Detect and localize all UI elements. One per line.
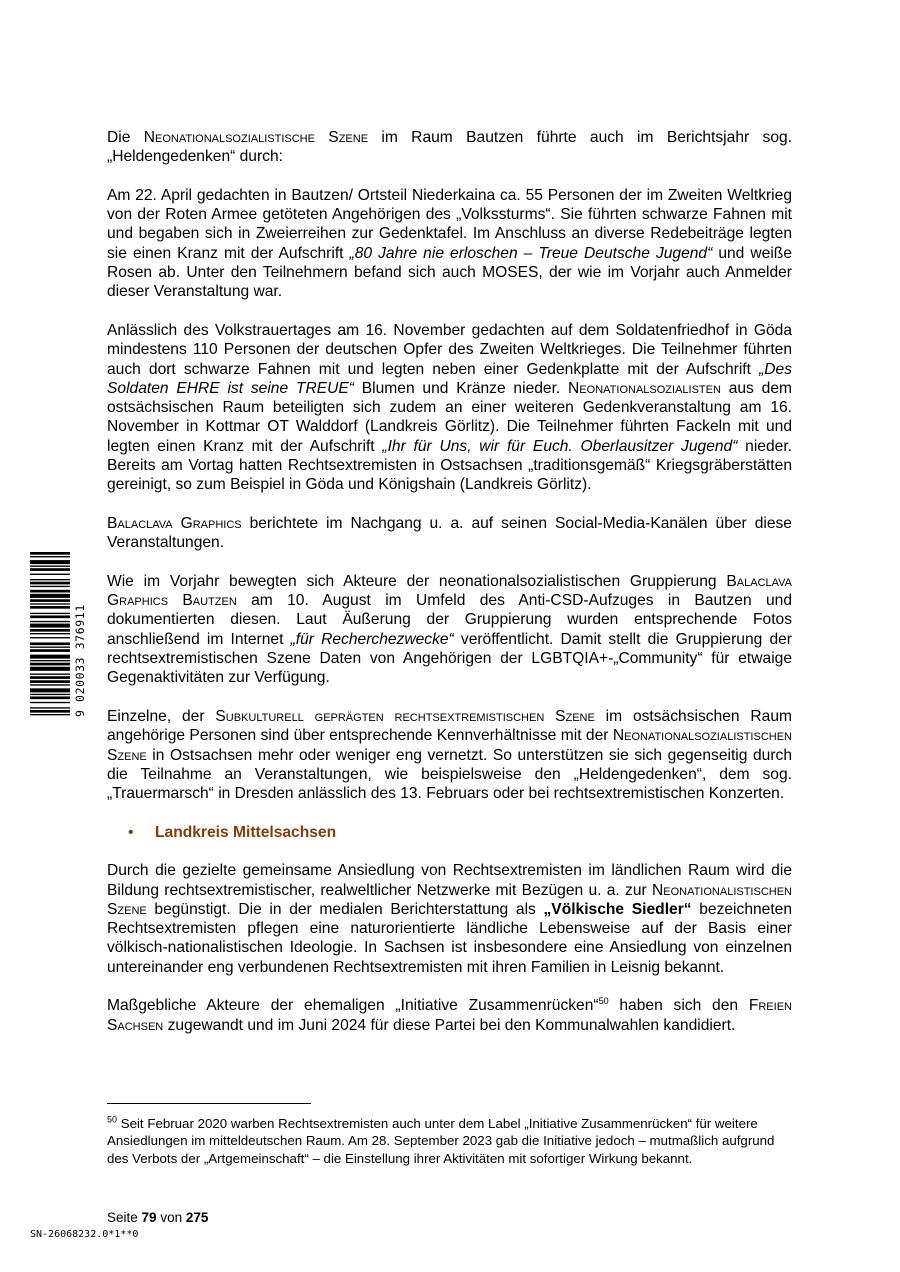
barcode-bar [30, 637, 70, 638]
barcode-bar [30, 624, 70, 628]
quote: „für Recherchezwecke“ [290, 630, 454, 648]
barcode-bar [30, 568, 70, 571]
group-name: Neonationalsozialisten [568, 379, 721, 397]
paragraph-heldengedenken-intro: Die Neonationalsozialistische Szene im Raum Bautzen führte auch im Berichtsjahr sog. „Heldengedenken“ durch: [107, 129, 793, 166]
footnote [107, 1115, 797, 1167]
document-id: SN-26068232.0*1**0 [30, 1229, 139, 1240]
barcode-bar [30, 621, 70, 622]
barcode-bar [30, 613, 70, 614]
quote: „Des Soldaten EHRE ist seine TREUE“ [107, 360, 792, 397]
group-name: Balaclava Graphics Bautzen [107, 572, 792, 610]
group-name: Neonationalsozialistische Szene [143, 129, 369, 146]
barcode-bar [30, 574, 70, 575]
paragraph-volkstrauertag: Anlässlich des Volkstrauertages am 16. November gedachten auf dem Soldatenfriedhof in Göda mindestens 110 Personen der deutschen Opfer des Zweiten Weltkrieges. Die Teilnehmer führten auch dort schwarze Fahnen mit und legten neben einer Gedenkplatte mit der Aufschrift „Des Soldaten EHRE ist seine TREUE“ Blumen und Kränze nieder. Neonationalsozialisten aus dem ostsächsischen Raum beteiligten sich zudem an einer weiteren Gedenkveranstaltung am 16. November in Kottmar OT Walddorf (Landkreis Görlitz). Die Teilnehmer führten Fackeln mit und legten einen Kranz mit der Aufschrift „Ihr für Uns, wir für Euch. Oberlausitzer Jugend“ nieder. Bereits am Vortag hatten Rechtsextremisten in Ostsachsen „traditionsgemäß“ Kriegsgräberstätten gereinigt, so zum Beispiel in Göda und Königshain (Landkreis Görlitz). [107, 321, 792, 494]
barcode-bar [30, 586, 70, 587]
barcode-bar [30, 676, 70, 679]
barcode-bar [30, 694, 70, 695]
barcode-bar [30, 684, 70, 685]
barcode-bar [30, 696, 70, 699]
group-name: Neonationalsozialistischen Szene [107, 727, 792, 764]
barcode-bar [30, 579, 70, 580]
barcode-bar [30, 655, 70, 659]
current-page: 79 [141, 1210, 157, 1225]
paragraph-subkultur: Einzelne, der Subkulturell geprägten rechtsextremistischen Szene im ostsächsischen Raum angehörige Personen sind über entsprechende Kennverhältnisse mit der Neonationalsozialistischen Szene in Ostsachsen mehr oder weniger eng vernetzt. So unterstützen sie sich gegenseitig durch die Teilnahme an Veranstaltungen, wie beispielsweise den „Heldengedenken“, dem sog. „Trauermarsch“ in Dresden anlässlich des 13. Februars oder bei rechtsextremistischen Konzerten. [107, 707, 792, 803]
barcode-bar [30, 680, 70, 683]
barcode-bar [30, 688, 70, 692]
main-content [107, 128, 792, 1054]
barcode-bar [30, 633, 70, 634]
bullet-icon: • [128, 823, 134, 841]
barcode-bar [30, 707, 70, 708]
paragraph-niederkaina: Am 22. April gedachten in Bautzen/ Ortsteil Niederkaina ca. 55 Personen der im Zweiten Weltkrieg von der Roten Armee getöteten Angehörigen des „Volkssturms“. Sie führten schwarze Fahnen mit und begaben sich in Zweierreihen zur Gedenktafel. Im Anschluss an diverse Redebeiträge legten sie einen Kranz mit der Aufschrift „80 Jahre nie erloschen – Treue Deutsche Jugend“ und weiße Rosen ab. Unter den Teilnehmern befand sich auch MOSES, der wie im Vorjahr auch Anmelder dieser Veranstaltung war. [107, 186, 792, 301]
barcode-bar [30, 660, 70, 661]
barcode-bar [30, 649, 70, 652]
group-name: Neonationalistischen Szene [107, 881, 792, 918]
group-name: Balaclava Graphics [107, 514, 242, 532]
barcode [30, 552, 70, 717]
barcode-bar [30, 603, 70, 604]
quote: „80 Jahre nie erloschen – Treue Deutsche Jugend“ [349, 244, 713, 262]
barcode-bar [30, 566, 70, 567]
bold-term: „Völkische Siedler“ [543, 900, 692, 918]
barcode-bar [30, 629, 70, 632]
barcode-bar [30, 552, 70, 555]
section-heading-mittelsachsen [107, 823, 792, 842]
barcode-bar [30, 594, 70, 598]
barcode-digits: 9 020033 376911 [73, 604, 87, 717]
barcode-bar [30, 647, 70, 648]
paragraph-voelkische-siedler: Durch die gezielte gemeinsame Ansiedlung von Rechtsextremisten im ländlichen Raum wird die Bildung rechtsextremistischer, realweltlicher Netzwerke mit Bezügen u. a. zur Neonationalistischen Szene begünstigt. Die in der medialen Berichterstattung als „Völkische Siedler“ bezeichneten Rechtsextremisten pflegen eine naturorientierte ländliche Lebensweise auf der Basis einer völkisch-nationalistischen Ideologie. In Sachsen ist insbesondere eine Ansiedlung von einzelnen untereinander eng verbundenen Rechtsextremisten mit ihren Familien in Leisnig bekannt. [107, 862, 793, 976]
footnote-text: Seit Februar 2020 warben Rechtsextremisten auch unter dem Label „Initiative Zusammenrücken“ für weitere Ansiedlungen im mitteldeutschen Raum. Am 28. September 2023 gab die Initiative jedoch – mutmaßlich aufgrund des Verbots der „Artgemeinschaft“ – die Einstellung ihrer Aktivitäten mit sofortiger Wirkung bekannt. [107, 1116, 775, 1166]
section-heading-text: Landkreis Mittelsachsen [155, 823, 337, 841]
paragraph-balaclava-report: Balaclava Graphics berichtete im Nachgang u. a. auf seinen Social-Media-Kanälen über diese Veranstaltungen. [107, 514, 792, 552]
footnote-separator [107, 1103, 311, 1104]
barcode-bar [30, 599, 70, 602]
barcode-bar [30, 674, 70, 675]
barcode-bar [30, 663, 70, 666]
barcode-bar [30, 590, 70, 593]
barcode-bar [30, 582, 70, 585]
quote: „Ihr für Uns, wir für Euch. Oberlausitzer Jugend“ [382, 437, 738, 455]
barcode-bar [30, 667, 70, 671]
paragraph-anti-csd: Wie im Vorjahr bewegten sich Akteure der neonationalsozialistischen Gruppierung Balaclava Graphics Bautzen am 10. August im Umfeld des Anti-CSD-Aufzuges in Bautzen und dokumentierten diesen. Laut Äußerung der Gruppierung wurden entsprechende Fotos anschließend im Internet „für Recherchezwecke“ veröffentlicht. Damit stellt die Gruppierung der rechtsextremistischen Szene Daten von Angehörigen der LGBTQIA+-„Community“ für etwaige Gegenaktivitäten zur Verfügung. [107, 572, 792, 687]
group-name: Subkulturell geprägten rechtsextremistischen Szene [215, 707, 595, 725]
barcode-bar [30, 702, 70, 703]
barcode-bar [30, 615, 70, 618]
footnote-number: 50 [107, 1114, 118, 1125]
page-number: Seite 79 von 275 [107, 1210, 209, 1225]
barcode-bar [30, 642, 70, 645]
group-name: Freien Sachsen [107, 997, 792, 1034]
footnote-reference[interactable]: 50 [598, 996, 609, 1007]
paragraph-initiative-zusammenruecken: Maßgebliche Akteure der ehemaligen „Initiative Zusammenrücken“$^{50}$ haben sich den Freien Sachsen zugewandt und im Juni 2024 für diese Partei bei den Kommunalwahlen kandidiert. [107, 996, 792, 1034]
barcode-bar [30, 714, 70, 715]
total-pages: 275 [185, 1210, 209, 1225]
barcode-bar [30, 556, 70, 557]
barcode-bar [30, 710, 70, 713]
barcode-bar [30, 560, 70, 564]
barcode-bar [30, 606, 70, 609]
